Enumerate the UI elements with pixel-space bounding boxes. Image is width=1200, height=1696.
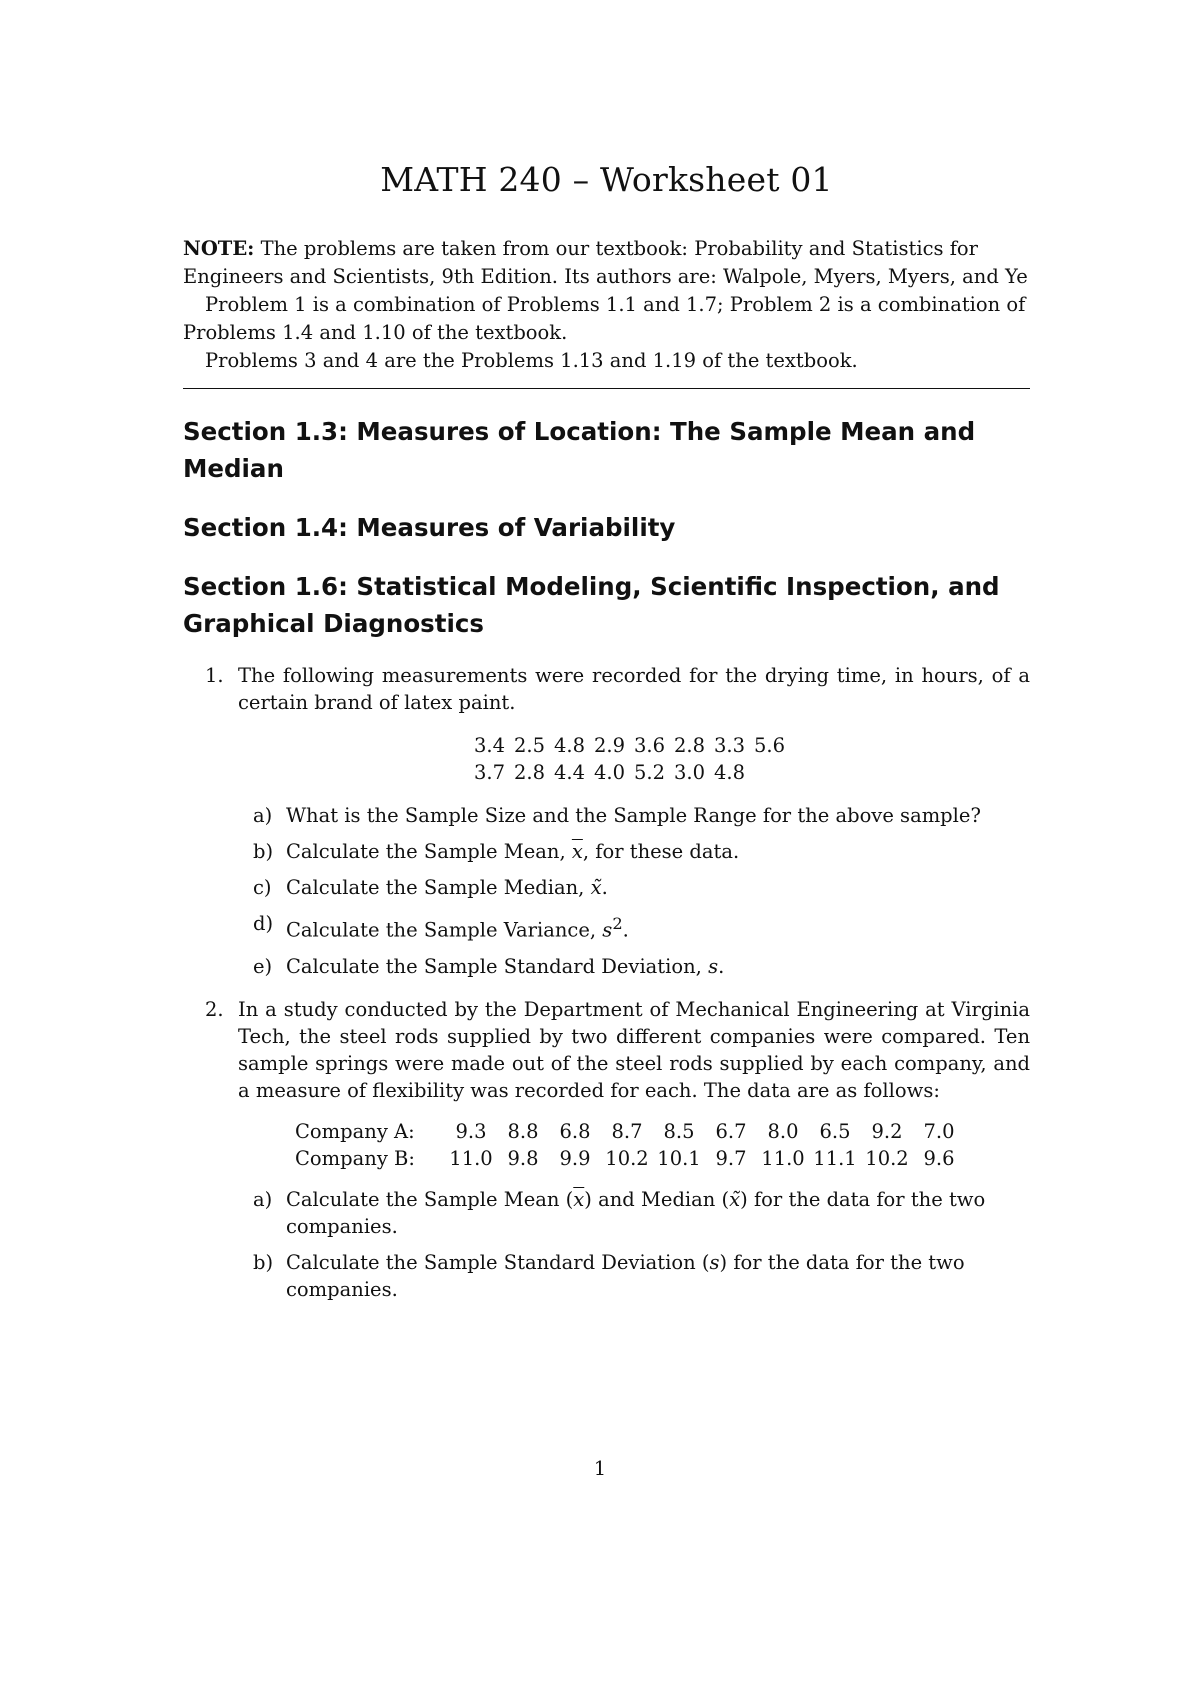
math-symbol-mean: $\overline{x}$: [573, 1187, 585, 1211]
data-value: 2.5: [514, 734, 546, 757]
data-value: 4.0: [594, 761, 626, 784]
table-cell: 8.8: [507, 1119, 539, 1143]
subquestion-list: [238, 802, 1030, 980]
subquestion-text: Calculate the Sample Mean (: [286, 1187, 574, 1211]
data-value: 3.7: [474, 761, 506, 784]
subquestion-label: b): [253, 840, 274, 863]
data-value: 3.6: [634, 734, 666, 757]
subquestion-text-end: .: [622, 918, 629, 942]
math-symbol-median: x̃: [729, 1187, 741, 1211]
table-cell: 9.6: [923, 1146, 955, 1170]
data-value: 2.9: [594, 734, 626, 757]
subquestion-text: Calculate the Sample Variance,: [286, 918, 603, 942]
subquestion-text: ) and Median (: [584, 1187, 730, 1211]
table-cell: 10.2: [865, 1146, 909, 1170]
subquestion-b: [238, 838, 1030, 865]
worksheet-page: [183, 160, 1030, 1303]
table-cell: 10.1: [657, 1146, 701, 1170]
problem-number: 1.: [205, 664, 224, 687]
table-row-company-b: [295, 1145, 965, 1172]
table-cell: 7.0: [923, 1119, 955, 1143]
subquestion-text-end: , for these data.: [582, 840, 740, 863]
subquestion-d: [238, 910, 1030, 944]
note-label: NOTE:: [183, 237, 255, 260]
flexibility-data-table: [295, 1118, 965, 1172]
data-value: 5.6: [754, 734, 786, 757]
subquestion-text: Calculate the Sample Standard Deviation,: [286, 954, 709, 978]
subquestion-text: Calculate the Sample Mean,: [286, 840, 572, 863]
data-value: 5.2: [634, 761, 666, 784]
subquestion-a: [238, 802, 1030, 829]
subquestion-label: b): [253, 1250, 274, 1274]
subquestion-label: c): [253, 876, 272, 899]
data-value: 3.4: [474, 734, 506, 757]
table-cell: 6.7: [715, 1119, 747, 1143]
table-row-company-a: [295, 1118, 965, 1145]
section-heading-1-6: Section 1.6: Statistical Modeling, Scientific Inspection, and Graphical Diagnostics: [183, 572, 1000, 638]
problem-number: 2.: [205, 997, 224, 1021]
table-cell: 9.7: [715, 1146, 747, 1170]
data-value: 2.8: [514, 761, 546, 784]
row-label: Company A:: [295, 1119, 415, 1143]
subquestion-text: Calculate the Sample Median,: [286, 876, 591, 899]
table-cell: 8.5: [663, 1119, 695, 1143]
problem-text: In a study conducted by the Department of Mechanical Engineering at Virginia Tech, the steel rods supplied by two different companies were compared. Ten sample springs were made out of the steel rods supplied by each company, and a measure of flexibility was recorded for each. The data are as follows:: [238, 997, 1030, 1102]
drying-time-data: [238, 732, 1030, 786]
subquestion-label: a): [253, 1187, 273, 1211]
section-heading-1-3: Section 1.3: Measures of Location: The Sample Mean and Median: [183, 417, 976, 483]
table-cell: 9.8: [507, 1146, 539, 1170]
page-number: 1: [593, 1457, 607, 1480]
subquestion-e: [238, 953, 1030, 980]
data-value: 3.0: [674, 761, 706, 784]
note-line-3: Problems 3 and 4 are the Problems 1.13 and 1.19 of the textbook.: [205, 349, 858, 372]
note-block: [183, 235, 1030, 375]
subquestion-a: [238, 1186, 1030, 1240]
subquestion-list: [238, 1186, 1030, 1303]
table-cell: 8.0: [767, 1119, 799, 1143]
subquestion-text: ) for the data for the two companies.: [286, 1187, 986, 1238]
table-cell: 8.7: [611, 1119, 643, 1143]
note-line-2: Problem 1 is a combination of Problems 1.1 and 1.7; Problem 2 is a combination of Problems 1.4 and 1.10 of the textbook.: [183, 293, 1026, 344]
table-cell: 6.5: [819, 1119, 851, 1143]
math-symbol-s: s: [708, 954, 719, 978]
problem-list: [183, 662, 1030, 1303]
problem-1: [183, 662, 1030, 980]
data-value: 2.8: [674, 734, 706, 757]
subquestion-b: [238, 1249, 1030, 1303]
subquestion-label: e): [253, 954, 273, 978]
math-symbol-median: x̃: [590, 876, 602, 899]
table-cell: 10.2: [605, 1146, 649, 1170]
data-value-blank: [754, 759, 794, 786]
table-cell: 6.8: [559, 1119, 591, 1143]
subquestion-text-end: .: [601, 876, 608, 899]
table-cell: 11.0: [761, 1146, 805, 1170]
section-heading-1-4: Section 1.4: Measures of Variability: [183, 513, 676, 542]
table-cell: 9.9: [559, 1146, 591, 1170]
subquestion-text: What is the Sample Size and the Sample Range for the above sample?: [286, 804, 981, 827]
subquestion-label: d): [253, 912, 274, 935]
math-symbol-mean: $\overline{x}$: [571, 840, 583, 863]
horizontal-rule: [183, 388, 1030, 389]
data-value: 4.8: [554, 734, 586, 757]
math-superscript: 2: [612, 914, 623, 933]
table-cell: 11.0: [449, 1146, 493, 1170]
row-label: Company B:: [295, 1146, 415, 1170]
subquestion-label: a): [253, 804, 273, 827]
subquestion-text: ) for the data for the two companies.: [286, 1250, 965, 1301]
math-symbol-s: s: [602, 918, 613, 942]
data-row-1: [474, 732, 794, 759]
data-row-2: [474, 759, 794, 786]
problem-2: [183, 996, 1030, 1303]
note-text-1: The problems are taken from our textbook: Probability and Statistics for Engineers and Scientists, 9th Edition. Its authors are: Walpole, Myers, Myers, and Ye: [183, 237, 1028, 288]
data-value: 4.8: [714, 761, 746, 784]
data-value: 3.3: [714, 734, 746, 757]
data-value: 4.4: [554, 761, 586, 784]
table-cell: 11.1: [813, 1146, 857, 1170]
table-cell: 9.2: [871, 1119, 903, 1143]
math-symbol-s: s: [709, 1250, 720, 1274]
subquestion-c: [238, 874, 1030, 901]
problem-text: The following measurements were recorded for the drying time, in hours, of a certain brand of latex paint.: [238, 664, 1030, 714]
note-line-1: [183, 235, 1030, 291]
table-cell: 9.3: [455, 1119, 487, 1143]
subquestion-text-end: .: [718, 954, 725, 978]
subquestion-text: Calculate the Sample Standard Deviation (: [286, 1250, 710, 1274]
page-title: MATH 240 – Worksheet 01: [380, 160, 833, 199]
